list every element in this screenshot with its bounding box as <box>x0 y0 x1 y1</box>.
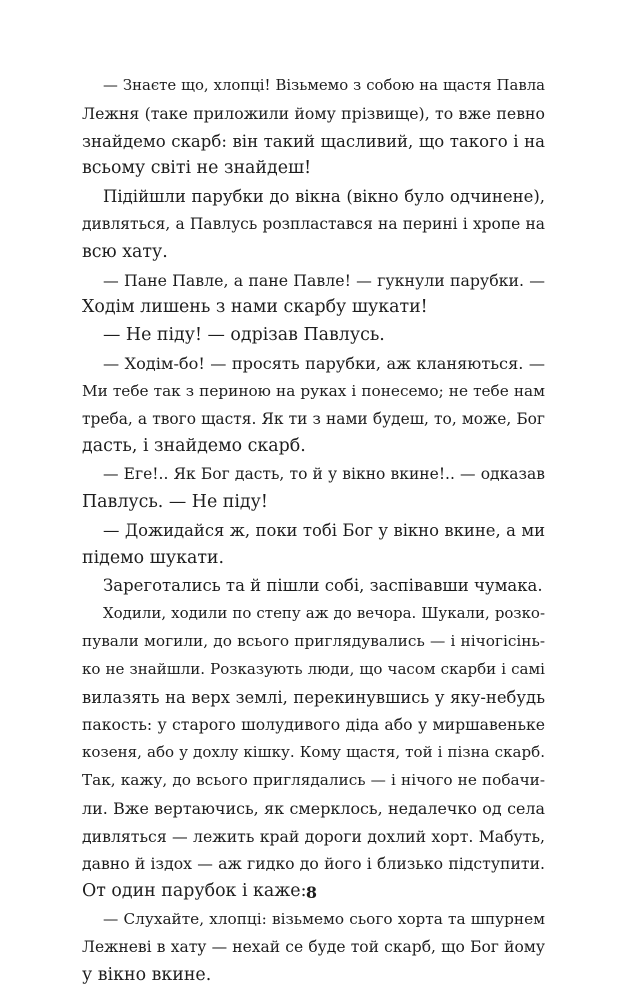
text-line: Ходили, ходили по степу аж до вечора. Шукали, розко- <box>82 600 545 628</box>
text-line: підемо шукати. <box>82 545 545 573</box>
text-line: всю хату. <box>82 239 545 267</box>
page-number: 8 <box>0 883 623 902</box>
text-line: ко не знайшли. Розказують люди, що часом скарби і самі <box>82 656 545 684</box>
text-line: всьому світі не знайдеш! <box>82 155 545 183</box>
text-line: — Слухайте, хлопці: візьмемо сього хорта та шпурнем <box>82 906 545 934</box>
text-line: треба, а твого щастя. Як ти з нами будеш, то, може, Бог <box>82 406 545 434</box>
text-line: дивляться — лежить край дороги дохлий хорт. Мабуть, <box>82 823 545 851</box>
text-line: пували могили, до всього приглядувались — і нічогісінь- <box>82 628 545 656</box>
text-line: Підійшли парубки до вікна (вікно було одчинене), <box>82 183 545 211</box>
text-line: знайдемо скарб: він такий щасливий, що такого і на <box>82 128 545 156</box>
text-line: ли. Вже вертаючись, як смерклось, недалечко од села <box>82 795 545 823</box>
text-line: у вікно вкине. <box>82 962 545 989</box>
text-line: Лежня (таке приложили йому прізвище), то вже певно <box>82 100 545 128</box>
body-text <box>82 72 545 989</box>
text-line: От один парубок і каже: <box>82 878 545 906</box>
text-line: козеня, або у дохлу кішку. Кому щастя, той і пізна скарб. <box>82 739 545 767</box>
text-line: — Дожидайся ж, поки тобі Бог у вікно вкине, а ми <box>82 517 545 545</box>
text-line: вилазять на верх землі, перекинувшись у яку-небудь <box>82 684 545 712</box>
text-line: Ходім лишень з нами скарбу шукати! <box>82 294 545 322</box>
text-line: дивляться, а Павлусь розпластався на перині і хропе на <box>82 211 545 239</box>
text-line: — Знаєте що, хлопці! Візьмемо з собою на щастя Павла <box>82 72 545 100</box>
text-line: Лежневі в хату — нехай се буде той скарб, що Бог йому <box>82 934 545 962</box>
text-line: — Еге!.. Як Бог дасть, то й у вікно вкине!.. — одказав <box>82 461 545 489</box>
text-line: Так, кажу, до всього приглядались — і нічого не побачи- <box>82 767 545 795</box>
text-line: давно й іздох — аж гидко до його і близько підступити. <box>82 850 545 878</box>
text-line: дасть, і знайдемо скарб. <box>82 433 545 461</box>
text-line: Ми тебе так з периною на руках і понесемо; не тебе нам <box>82 378 545 406</box>
text-line: — Не піду! — одрізав Павлусь. <box>82 322 545 350</box>
text-line: пакость: у старого шолудивого діда або у миршавеньке <box>82 711 545 739</box>
text-line: — Пане Павле, а пане Павле! — гукнули парубки. — <box>82 267 545 295</box>
text-line: — Ходім-бо! — просять парубки, аж кланяються. — <box>82 350 545 378</box>
text-line: Павлусь. — Не піду! <box>82 489 545 517</box>
text-line: Зареготались та й пішли собі, заспівавши чумака. <box>82 572 545 600</box>
